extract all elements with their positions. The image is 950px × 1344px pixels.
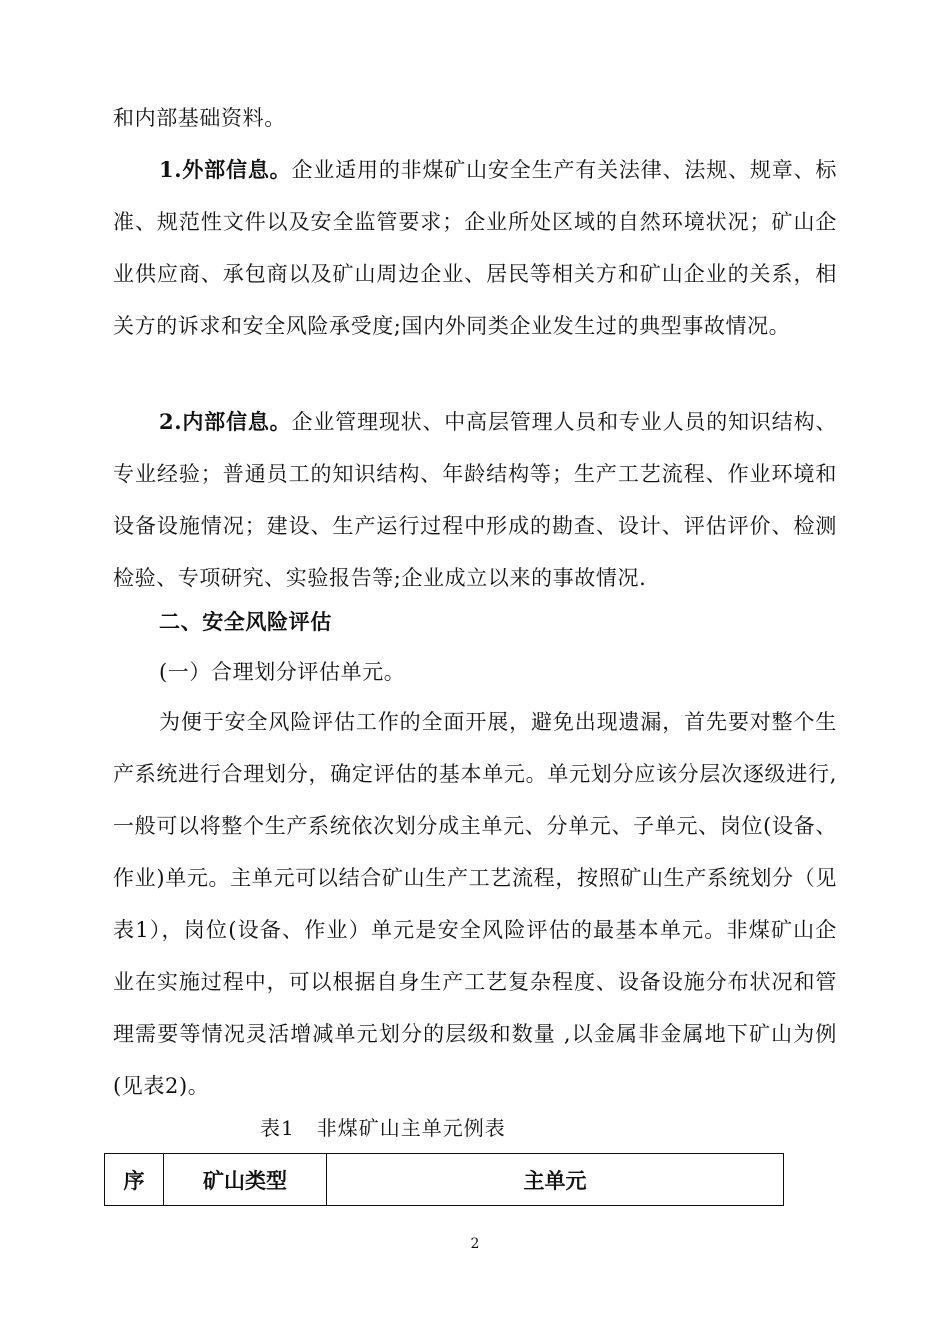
paragraph-external-info [113,144,837,352]
table-header-index: 序 [105,1154,164,1206]
table-header-row [105,1154,784,1206]
table-caption-number: 表1 [260,1116,295,1140]
paragraph-internal-info [113,396,837,604]
internal-info-text: 企业管理现状、中高层管理人员和专业人员的知识结构、专业经验；普通员工的知识结构、年龄结构等；生产工艺流程、作业环境和设备设施情况；建设、生产运行过程中形成的勘查、设计、评估评价、检测检验、专项研究、实验报告等;企业成立以来的事故情况. [113,410,837,590]
external-info-text: 企业适用的非煤矿山安全生产有关法律、法规、规章、标准、规范性文件以及安全监管要求；企业所处区域的自然环境状况；矿山企业供应商、承包商以及矿山周边企业、居民等相关方和矿山企业的关系，相关方的诉求和安全风险承受度;国内外同类企业发生过的典型事故情况。 [113,158,837,338]
table-header-main-unit: 主单元 [327,1154,784,1206]
external-info-label: 1.外部信息。 [159,157,292,182]
subsection-heading-units: (一）合理划分评估单元。 [159,660,406,684]
table-header-mine-type: 矿山类型 [164,1154,327,1206]
section-heading-risk-assessment: 二、安全风险评估 [159,609,332,634]
table-caption [260,1108,506,1148]
paragraph-intro-tail: 和内部基础资料。 [113,106,286,130]
internal-info-label: 2.内部信息。 [159,409,292,434]
table-caption-title: 非煤矿山主单元例表 [316,1116,506,1140]
main-unit-table [104,1153,784,1206]
page-number: 2 [470,1236,480,1252]
paragraph-unit-division: 为便于安全风险评估工作的全面开展，避免出现遗漏，首先要对整个生产系统进行合理划分，确定评估的基本单元。单元划分应该分层次逐级进行,一般可以将整个生产系统依次划分成主单元、分单元、子单元、岗位(设备、作业)单元。主单元可以结合矿山生产工艺流程，按照矿山生产系统划分（见表1），岗位(设备、作业）单元是安全风险评估的最基本单元。非煤矿山企业在实施过程中，可以根据自身生产工艺复杂程度、设备设施分布状况和管理需要等情况灵活增减单元划分的层级和数量 ,以金属非金属地下矿山为例(见表2)。 [113,710,837,1098]
